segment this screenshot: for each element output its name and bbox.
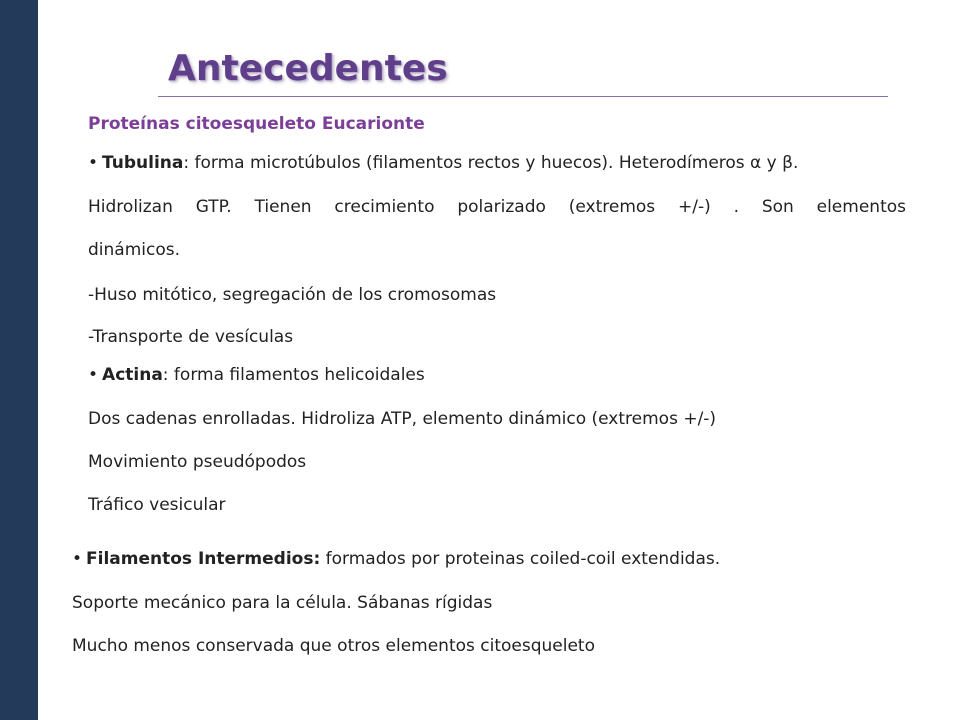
intermedios-line-3: Mucho menos conservada que otros elementos citoesqueleto (72, 636, 595, 656)
tubulina-term: Tubulina (102, 153, 184, 173)
slide-title: Antecedentes (168, 48, 448, 89)
tubulina-bullet-line (88, 152, 906, 174)
actina-line-4: Tráfico vesicular (88, 495, 226, 515)
tubulina-line-1: : forma microtúbulos (filamentos rectos y huecos). Heterodímeros α y β. (183, 153, 799, 173)
section-subtitle: Proteínas citoesqueleto Eucarionte (88, 114, 425, 134)
intermedios-line-1: formados por proteinas coiled-coil extendidas. (320, 549, 721, 569)
actina-line-1: : forma filamentos helicoidales (162, 365, 425, 385)
tubulina-line-5: -Transporte de vesículas (88, 327, 294, 347)
actina-line-2: Dos cadenas enrolladas. Hidroliza ATP, elemento dinámico (extremos +/-) (88, 409, 717, 429)
bullet-marker: • (72, 549, 83, 569)
actina-term: Actina (102, 365, 163, 385)
left-accent-bar (0, 0, 38, 720)
actina-line-3: Movimiento pseudópodos (88, 452, 307, 472)
tubulina-line-3: dinámicos. (88, 240, 180, 260)
intermedios-bullet-line (72, 548, 720, 570)
title-underline (158, 96, 888, 97)
intermedios-term: Filamentos Intermedios: (86, 549, 321, 569)
tubulina-line-4: -Huso mitótico, segregación de los cromosomas (88, 285, 497, 305)
intermedios-line-2: Soporte mecánico para la célula. Sábanas rígidas (72, 593, 493, 613)
tubulina-line-2: Hidrolizan GTP. Tienen crecimiento polarizado (extremos +/-) . Son elementos (88, 197, 906, 217)
bullet-marker: • (88, 365, 99, 385)
actina-bullet-line (88, 364, 425, 386)
bullet-marker: • (88, 153, 99, 173)
